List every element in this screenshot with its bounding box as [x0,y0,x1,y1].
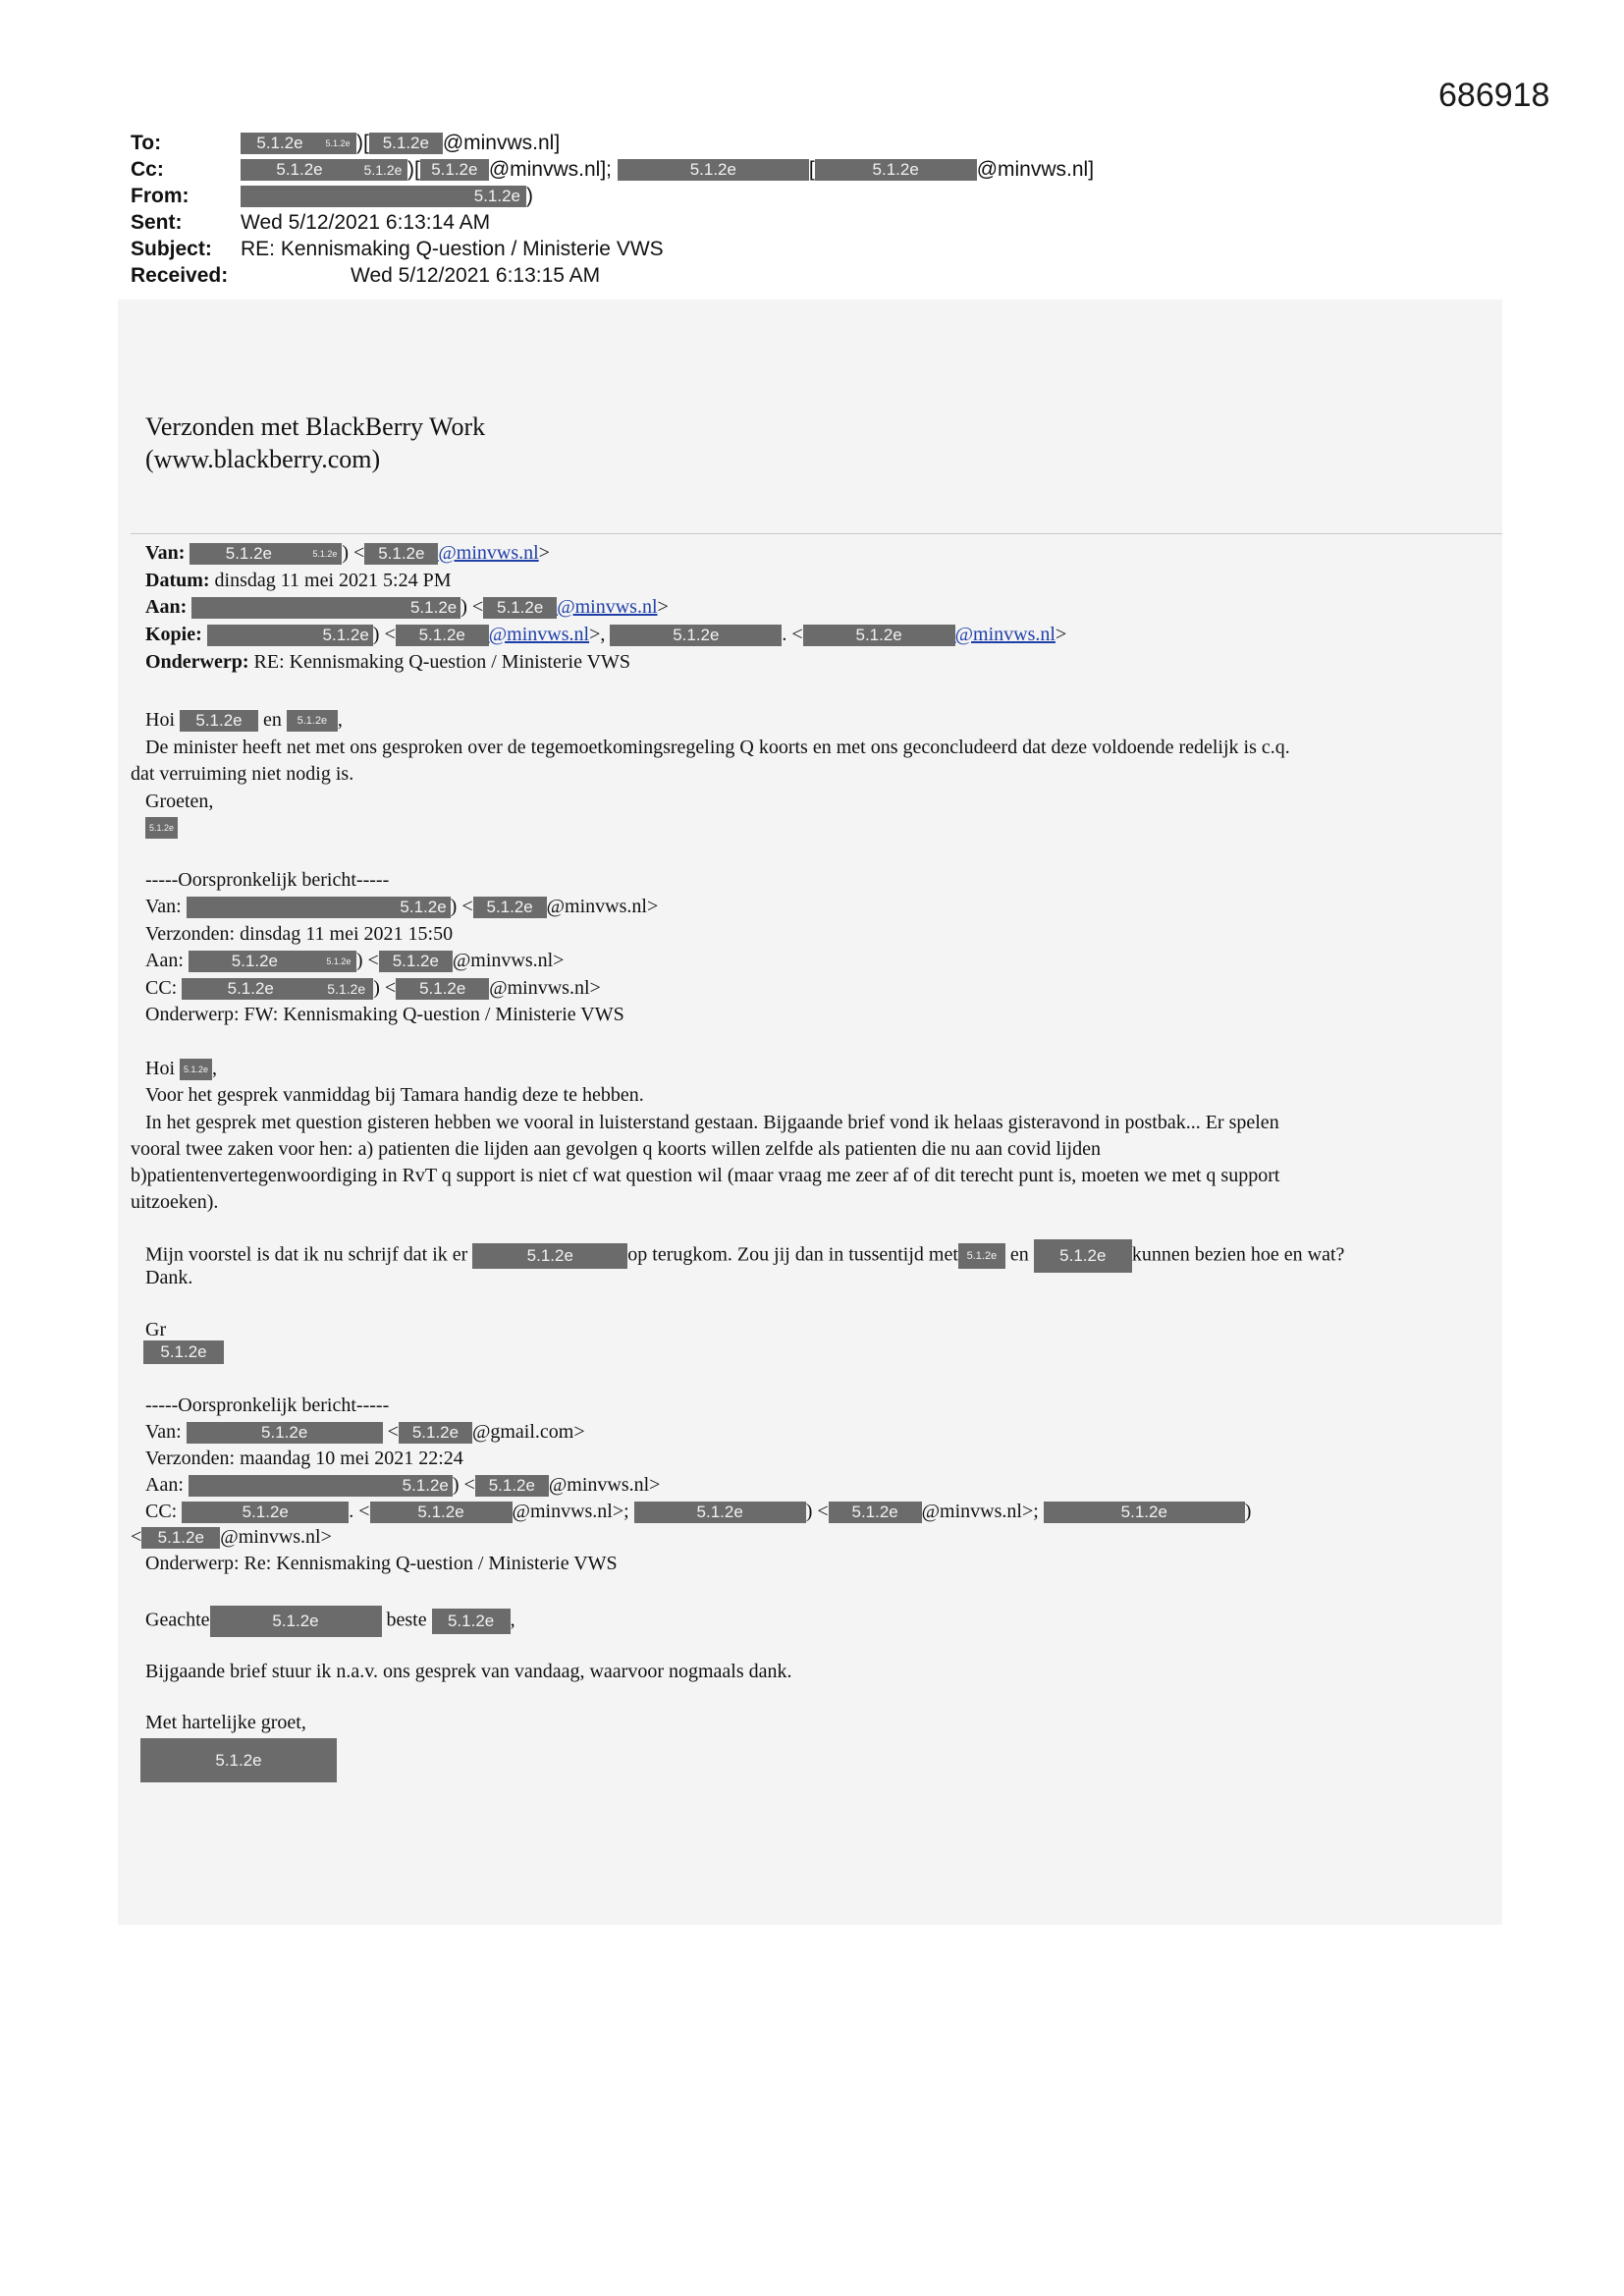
to-value: 5.1.2e 5.1.2e )[ 5.1.2e @minvws.nl] [241,132,560,155]
divider [131,533,1502,534]
msg3-groet: Met hartelijke groet, [145,1712,306,1733]
msg2-body-line: b)patientenvertegenwoordiging in RvT q support is niet cf wat question wil (maar vraag me zeer af of dit terecht punt is, moeten we met q support [131,1165,1280,1186]
redaction: 5.1.2e [369,133,443,154]
document-number: 686918 [1438,77,1550,114]
email-link[interactable]: @minvws.nl [557,596,658,618]
redaction: 5.1.2e [189,951,321,972]
msg3-separator: -----Oorspronkelijk bericht----- [145,1394,390,1416]
to-domain: @minvws.nl] [442,132,561,154]
subject-value: RE: Kennismaking Q-uestion / Ministerie VWS [241,238,664,260]
redaction: 5.1.2e [189,1475,453,1497]
msg2-body-line: Voor het gesprek vanmiddag bij Tamara handig deze te hebben. [145,1084,644,1106]
from-value: 5.1.2e ) [241,185,533,208]
cc-domain: @minvws.nl] [976,158,1095,181]
received-label: Received: [131,264,229,287]
msg1-datum: Datum: dinsdag 11 mei 2021 5:24 PM [145,570,452,591]
cc-label: Cc: [131,158,164,181]
redaction: 5.1.2e [319,978,373,1000]
msg1-body-line: dat verruiming niet nodig is. [131,763,354,785]
email-link[interactable]: @minvws.nl [954,624,1056,645]
redaction: 5.1.2e [187,897,451,918]
redaction: 5.1.2e [815,159,977,181]
msg2-onderwerp: Onderwerp: FW: Kennismaking Q-uestion / Ministerie VWS [145,1004,624,1025]
redaction: 5.1.2e [958,1243,1005,1269]
redaction: 5.1.2e [396,978,489,1000]
from-label: From: [131,185,189,207]
msg3-geachte: Geachte 5.1.2e beste 5.1.2e , [145,1606,515,1637]
redaction: 5.1.2e [475,1475,549,1497]
redaction: 5.1.2e [189,543,307,565]
msg1-van: Van: 5.1.2e 5.1.2e ) < 5.1.2e @minvws.nl> [145,542,550,564]
msg2-body-line: uitzoeken). [131,1191,219,1213]
msg2-voorstel: Mijn voorstel is dat ik nu schrijf dat ik er 5.1.2e op terugkom. Zou jij dan in tussentijd met 5.1.2e en 5.1.2e kunnen bezien hoe en wat? [145,1239,1344,1273]
redaction: 5.1.2e [1034,1239,1132,1273]
redaction: 5.1.2e [140,1738,337,1782]
redaction: 5.1.2e [829,1502,922,1523]
msg2-cc: CC: 5.1.2e 5.1.2e ) < 5.1.2e @minvws.nl> [145,977,601,999]
msg2-separator: -----Oorspronkelijk bericht----- [145,869,390,891]
redaction: 5.1.2e [472,1243,627,1269]
redaction: 5.1.2e [432,1609,511,1634]
redaction: 5.1.2e [145,817,178,839]
msg1-groeten: Groeten, [145,791,214,812]
msg3-van: Van: 5.1.2e < 5.1.2e @gmail.com> [145,1421,585,1443]
msg1-onderwerp: Onderwerp: RE: Kennismaking Q-uestion / Ministerie VWS [145,651,631,673]
redaction: 5.1.2e [483,597,557,619]
sent-label: Sent: [131,211,183,234]
redaction: 5.1.2e [370,1502,513,1523]
redaction: 5.1.2e [364,543,438,565]
email-link[interactable]: @minvws.nl [488,624,590,645]
redaction: 5.1.2e [182,1502,349,1523]
received-value: Wed 5/12/2021 6:13:15 AM [351,264,601,287]
email-link[interactable]: @minvws.nl [438,542,539,564]
cc-value: 5.1.2e 5.1.2e )[ 5.1.2e @minvws.nl]; 5.1.2e [ 5.1.2e @minvws.nl] [241,158,1094,182]
msg3-cc-cont: < 5.1.2e @minvws.nl> [131,1526,332,1548]
msg2-hoi: Hoi 5.1.2e , [145,1058,217,1079]
redaction: 5.1.2e [803,625,955,646]
to-label: To: [131,132,162,154]
subject-label: Subject: [131,238,212,260]
signature-line: Verzonden met BlackBerry Work [145,412,486,441]
msg3-aan: Aan: 5.1.2e ) < 5.1.2e @minvws.nl> [145,1474,661,1496]
msg3-verzonden: Verzonden: maandag 10 mei 2021 22:24 [145,1448,463,1469]
msg2-aan: Aan: 5.1.2e 5.1.2e ) < 5.1.2e @minvws.nl> [145,950,565,971]
msg3-cc: CC: 5.1.2e . < 5.1.2e @minvws.nl>; 5.1.2e ) < 5.1.2e @minvws.nl>; 5.1.2e ) [145,1501,1252,1522]
msg3-brief: Bijgaande brief stuur ik n.a.v. ons gesprek van vandaag, waarvoor nogmaals dank. [145,1661,792,1682]
msg2-dank: Dank. [145,1267,193,1288]
redaction: 5.1.2e [473,897,547,918]
redaction: 5.1.2e [379,951,453,972]
signature-url: (www.blackberry.com) [145,445,381,473]
redaction: 5.1.2e [618,159,809,181]
redaction: 5.1.2e [319,133,356,154]
msg2-van: Van: 5.1.2e ) < 5.1.2e @minvws.nl> [145,896,659,917]
redaction: 5.1.2e [321,951,356,972]
sent-value: Wed 5/12/2021 6:13:14 AM [241,211,491,234]
redaction: 5.1.2e [182,978,319,1000]
redaction: 5.1.2e [287,710,338,732]
cc-domain: @minvws.nl]; [488,158,612,181]
msg2-verzonden: Verzonden: dinsdag 11 mei 2021 15:50 [145,923,454,945]
redaction: 5.1.2e [141,1527,220,1549]
msg1-aan: Aan: 5.1.2e ) < 5.1.2e @minvws.nl> [145,596,669,618]
msg1-hoi: Hoi 5.1.2e en 5.1.2e , [145,709,343,731]
redaction: 5.1.2e [396,625,489,646]
msg2-gr: Gr [145,1319,167,1340]
redaction: 5.1.2e [634,1502,806,1523]
msg3-onderwerp: Onderwerp: Re: Kennismaking Q-uestion / Ministerie VWS [145,1553,618,1574]
redaction: 5.1.2e [610,625,782,646]
msg1-kopie: Kopie: 5.1.2e ) < 5.1.2e @minvws.nl>, 5.1.2e . < 5.1.2e @minvws.nl> [145,624,1067,645]
msg2-body-line: In het gesprek met question gisteren hebben we vooral in luisterstand gestaan. Bijgaande brief vond ik helaas gisteravond in postbak... Er spelen [145,1112,1279,1133]
redaction: 5.1.2e [241,186,526,207]
redaction: 5.1.2e [399,1422,472,1444]
redaction: 5.1.2e [143,1340,224,1364]
redaction: 5.1.2e [1044,1502,1245,1523]
redaction: 5.1.2e [191,597,460,619]
redaction: 5.1.2e [241,159,358,181]
redaction: 5.1.2e [307,543,342,565]
redaction: 5.1.2e [207,625,373,646]
redaction: 5.1.2e [180,710,258,732]
redaction: 5.1.2e [187,1422,383,1444]
redaction: 5.1.2e [420,159,489,181]
msg1-body-line: De minister heeft net met ons gesproken over de tegemoetkomingsregeling Q koorts en met ons geconcludeerd dat deze voldoende redelijk is c.q. [145,737,1290,758]
redaction: 5.1.2e [241,133,319,154]
redaction: 5.1.2e [358,159,407,181]
msg2-body-line: vooral twee zaken voor hen: a) patienten die lijden aan gevolgen q koorts willen zelfde als patienten die nu aan covid lijden [131,1138,1101,1160]
redaction: 5.1.2e [180,1059,212,1080]
redaction: 5.1.2e [210,1606,382,1637]
